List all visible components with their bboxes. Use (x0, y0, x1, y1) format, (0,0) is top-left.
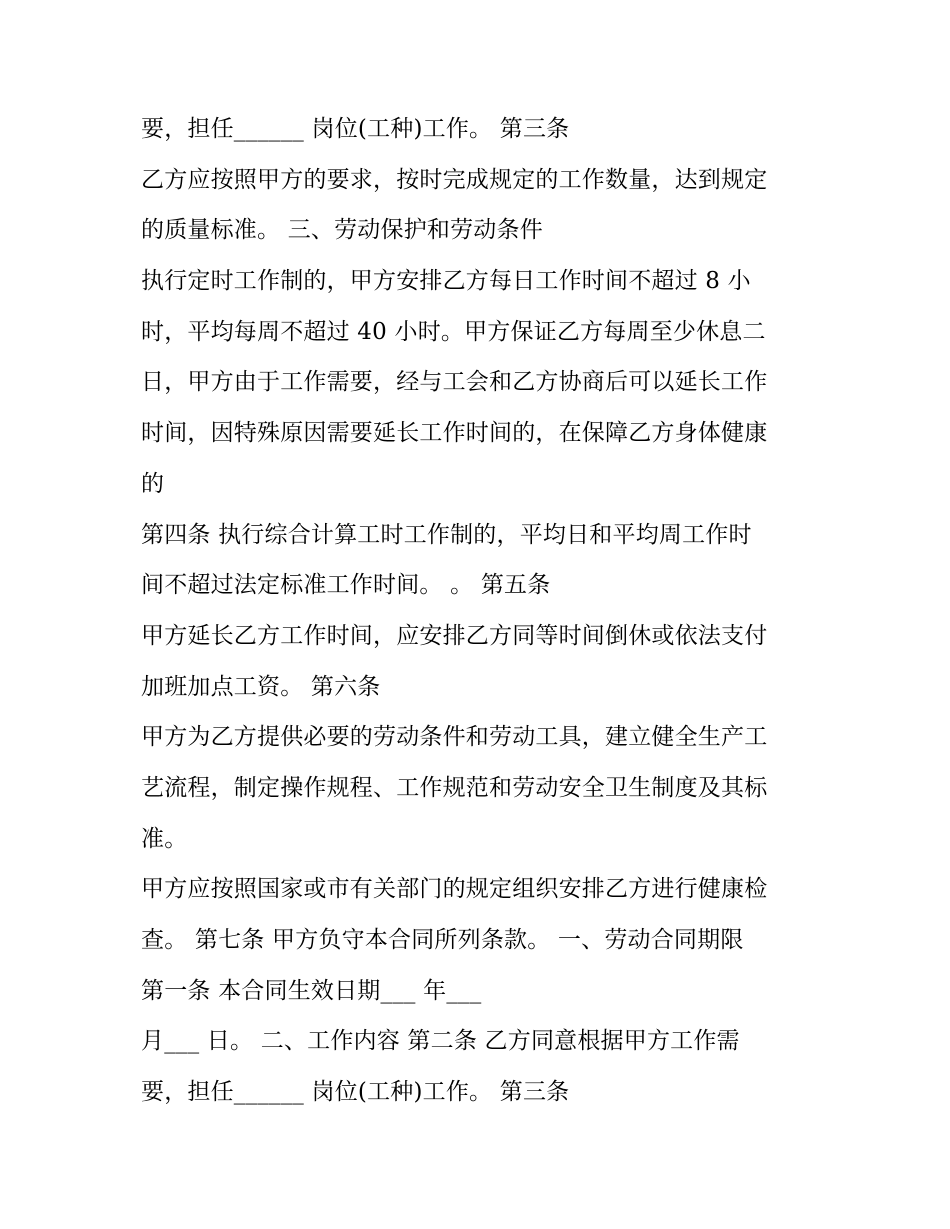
text-line: 艺流程，制定操作规程、工作规范和劳动安全卫生制度及其标 (141, 774, 768, 801)
text-line: 的 (141, 470, 165, 497)
text-line: 准。 (141, 825, 188, 852)
text-line: 执行定时工作制的，甲方安排乙方每日工作时间不超过 8 小 (141, 268, 751, 295)
text-line: 时，平均每周不超过 40 小时。甲方保证乙方每周至少休息二 (141, 318, 766, 345)
text-line: 第四条 执行综合计算工时工作制的，平均日和平均周工作时 (141, 521, 752, 548)
text-line: 月___ 日。 二、工作内容 第二条 乙方同意根据甲方工作需 (141, 1028, 740, 1055)
text-line: 要，担任______ 岗位(工种)工作。 第三条 (141, 1079, 570, 1106)
text-line: 甲方为乙方提供必要的劳动条件和劳动工具，建立健全生产工 (141, 724, 768, 751)
contract-body-text (141, 104, 821, 1118)
text-line: 查。 第七条 甲方负守本合同所列条款。 一、劳动合同期限 (141, 927, 744, 953)
text-line: 间不超过法定标准工作时间。 。 第五条 (141, 572, 551, 599)
text-line: 加班加点工资。 第六条 (141, 673, 381, 700)
text-line: 甲方应按照国家或市有关部门的规定组织安排乙方进行健康检 (141, 876, 768, 903)
text-line: 甲方延长乙方工作时间，应安排乙方同等时间倒休或依法支付 (141, 622, 768, 649)
text-line: 第一条 本合同生效日期___ 年___ (141, 977, 482, 1004)
text-line: 的质量标准。 三、劳动保护和劳动条件 (141, 217, 543, 244)
text-line: 时间，因特殊原因需要延长工作时间的，在保障乙方身体健康 (141, 420, 768, 447)
text-line: 乙方应按照甲方的要求，按时完成规定的工作数量，达到规定 (141, 166, 768, 193)
text-line: 日，甲方由于工作需要，经与工会和乙方协商后可以延长工作 (141, 369, 768, 396)
text-line: 要，担任______ 岗位(工种)工作。 第三条 (141, 116, 570, 142)
